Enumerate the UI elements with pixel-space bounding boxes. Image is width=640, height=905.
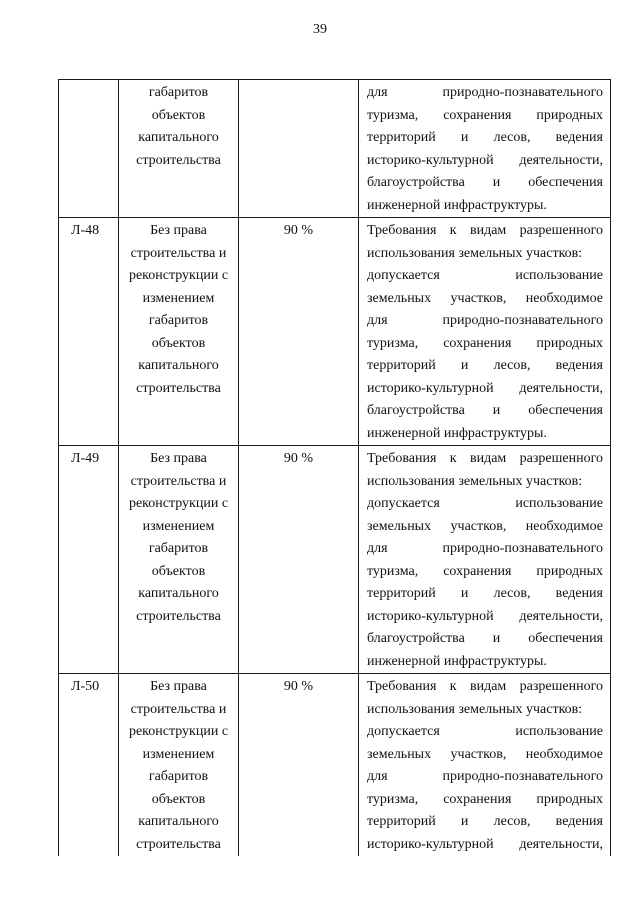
requirement-line: историко-культурной деятельности, bbox=[367, 380, 603, 396]
requirement-line: территорий и лесов, ведения bbox=[367, 130, 603, 145]
zone-code-cell bbox=[59, 80, 119, 218]
table-row bbox=[59, 446, 611, 674]
condition-cell bbox=[119, 218, 239, 446]
requirement-line: туризма, сохранения природных bbox=[367, 791, 603, 807]
condition-line: строительства и bbox=[130, 473, 227, 489]
percent-cell: 90 % bbox=[239, 674, 359, 857]
percent-cell: 90 % bbox=[239, 218, 359, 446]
requirement-line: для природно-познавательного bbox=[367, 313, 603, 328]
requirement-cell bbox=[359, 218, 611, 446]
condition-line: капитального bbox=[138, 130, 219, 145]
condition-line: строительства bbox=[136, 152, 221, 168]
table-row bbox=[59, 80, 611, 218]
condition-line: строительства bbox=[136, 836, 221, 852]
condition-line: строительства bbox=[136, 380, 221, 396]
zoning-table bbox=[58, 79, 611, 856]
condition-line: габаритов bbox=[148, 769, 209, 784]
requirement-line: историко-культурной деятельности, bbox=[367, 836, 603, 852]
zone-code-cell: Л-49 bbox=[59, 446, 119, 674]
condition-line: габаритов bbox=[148, 313, 209, 328]
condition-line: объектов bbox=[151, 335, 206, 351]
requirement-line: использования земельных участков: bbox=[367, 701, 583, 717]
requirement-line: территорий и лесов, ведения bbox=[367, 586, 603, 601]
requirement-cell bbox=[359, 80, 611, 218]
condition-line: строительства bbox=[136, 608, 221, 624]
condition-line: изменением bbox=[142, 746, 215, 762]
condition-line: реконструкции с bbox=[128, 724, 229, 739]
zone-code-cell: Л-48 bbox=[59, 218, 119, 446]
requirement-line: допускается использование bbox=[367, 496, 603, 511]
zone-code-cell: Л-50 bbox=[59, 674, 119, 857]
requirement-line: благоустройства и обеспечения bbox=[367, 631, 603, 646]
requirement-line: земельных участков, необходимое bbox=[367, 746, 603, 762]
condition-cell bbox=[119, 674, 239, 857]
condition-line: объектов bbox=[151, 791, 206, 807]
condition-line: капитального bbox=[138, 586, 219, 601]
condition-cell bbox=[119, 80, 239, 218]
requirement-line: земельных участков, необходимое bbox=[367, 518, 603, 534]
requirement-line: историко-культурной деятельности, bbox=[367, 152, 603, 168]
requirement-line: туризма, сохранения природных bbox=[367, 335, 603, 351]
requirement-cell bbox=[359, 446, 611, 674]
condition-line: строительства и bbox=[130, 245, 227, 261]
requirement-line: использования земельных участков: bbox=[367, 245, 583, 261]
requirement-line: для природно-познавательного bbox=[367, 769, 603, 784]
table-row bbox=[59, 218, 611, 446]
requirement-line: туризма, сохранения природных bbox=[367, 563, 603, 579]
condition-cell bbox=[119, 446, 239, 674]
requirement-line: историко-культурной деятельности, bbox=[367, 608, 603, 624]
page-number: 39 bbox=[313, 22, 327, 37]
condition-line: строительства и bbox=[130, 701, 227, 717]
condition-line: объектов bbox=[151, 563, 206, 579]
requirement-line: благоустройства и обеспечения bbox=[367, 403, 603, 418]
requirement-line: допускается использование bbox=[367, 724, 603, 739]
requirement-line: территорий и лесов, ведения bbox=[367, 814, 603, 829]
requirement-line: использования земельных участков: bbox=[367, 473, 583, 489]
condition-line: капитального bbox=[138, 814, 219, 829]
table-row bbox=[59, 674, 611, 857]
requirement-line: Требования к видам разрешенного bbox=[367, 679, 603, 694]
percent-cell: 90 % bbox=[239, 446, 359, 674]
condition-line: объектов bbox=[151, 107, 206, 123]
percent-cell bbox=[239, 80, 359, 218]
condition-line: изменением bbox=[142, 518, 215, 534]
requirement-line: Требования к видам разрешенного bbox=[367, 451, 603, 466]
condition-line: реконструкции с bbox=[128, 496, 229, 511]
condition-line: Без права bbox=[150, 223, 207, 238]
requirement-cell bbox=[359, 674, 611, 857]
requirement-line: инженерной инфраструктуры. bbox=[367, 197, 547, 213]
table-body bbox=[59, 80, 611, 857]
condition-line: реконструкции с bbox=[128, 268, 229, 283]
condition-line: капитального bbox=[138, 358, 219, 373]
condition-line: габаритов bbox=[148, 541, 209, 556]
requirement-line: Требования к видам разрешенного bbox=[367, 223, 603, 238]
condition-line: Без права bbox=[150, 679, 207, 694]
requirement-line: для природно-познавательного bbox=[367, 541, 603, 556]
requirement-line: допускается использование bbox=[367, 268, 603, 283]
requirement-line: инженерной инфраструктуры. bbox=[367, 425, 547, 441]
requirement-line: территорий и лесов, ведения bbox=[367, 358, 603, 373]
requirement-line: инженерной инфраструктуры. bbox=[367, 653, 547, 669]
condition-line: габаритов bbox=[148, 85, 209, 100]
requirement-line: земельных участков, необходимое bbox=[367, 290, 603, 306]
requirement-line: туризма, сохранения природных bbox=[367, 107, 603, 123]
condition-line: изменением bbox=[142, 290, 215, 306]
condition-line: Без права bbox=[150, 451, 207, 466]
requirement-line: благоустройства и обеспечения bbox=[367, 175, 603, 190]
requirement-line: для природно-познавательного bbox=[367, 85, 603, 100]
